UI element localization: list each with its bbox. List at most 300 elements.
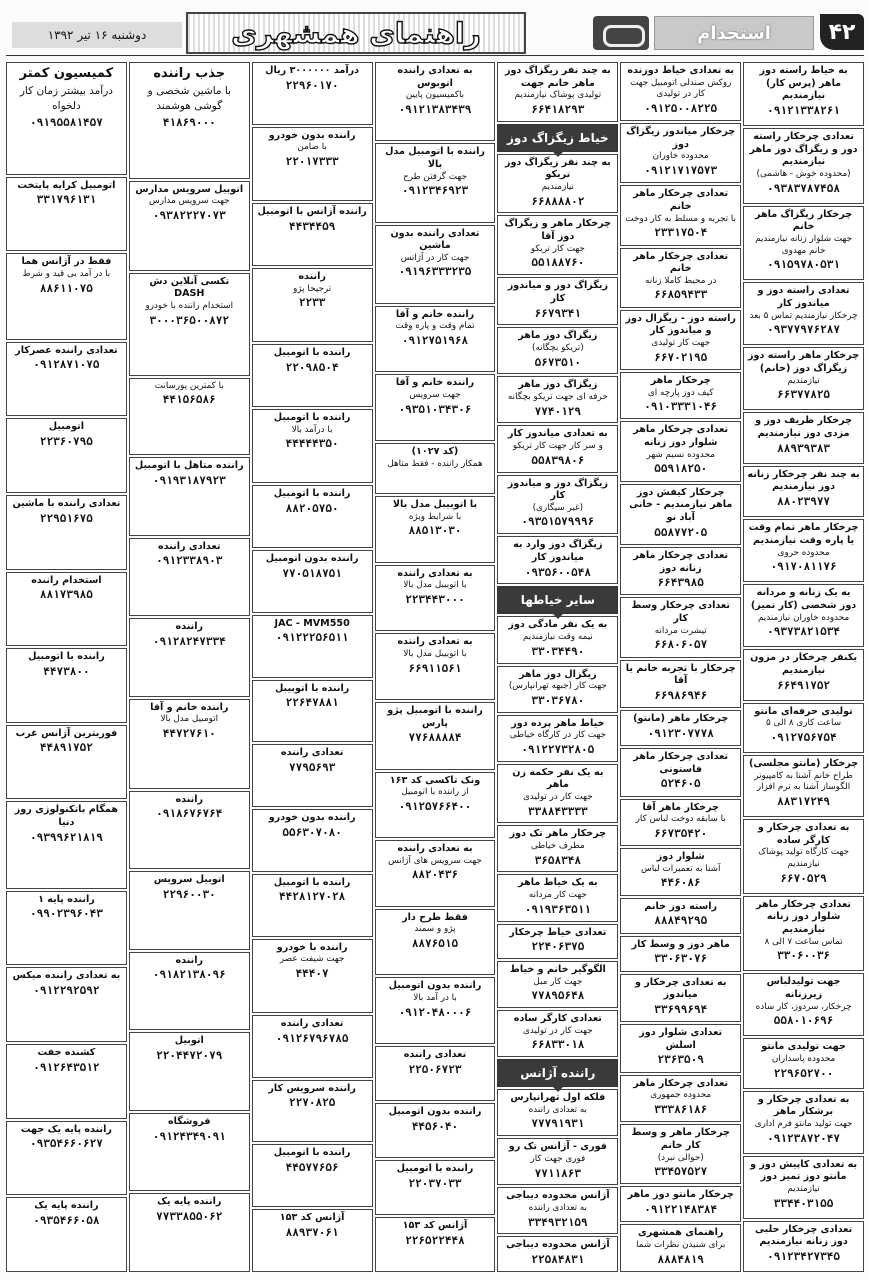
- ad-phone: ۰۹۳۵۴۶۶۰۵۸: [33, 1213, 100, 1227]
- classified-ad: [252, 1080, 373, 1143]
- classified-ad: [129, 699, 250, 789]
- classified-ad: [129, 791, 250, 870]
- ad-body: محدوده خاوران: [652, 151, 709, 162]
- ad-title: راننده با اتومبیل: [28, 651, 105, 663]
- ad-title: راننده: [175, 621, 204, 633]
- classified-ad: [375, 225, 496, 304]
- ad-title: کشنده جفت: [37, 1047, 96, 1058]
- ad-title: تعدادی چرخکار وسط کار: [631, 600, 730, 625]
- category-header: [497, 586, 618, 614]
- ad-phone: ۰۹۱۲۷۵۶۷۵۴: [770, 730, 837, 744]
- classified-ad: [252, 203, 373, 266]
- classified-ad: [743, 282, 864, 345]
- ad-title: فقط در آژانس هما: [21, 256, 112, 268]
- classified-ad: [497, 1138, 618, 1185]
- ad-phone: ۸۸۰۲۳۹۷۷: [777, 495, 831, 509]
- classified-ad: [497, 215, 618, 275]
- classified-ad: [375, 496, 496, 563]
- ad-body: باکمیسیون پایین: [405, 90, 465, 101]
- ad-phone: ۲۲۳۴۴۳۰۰۰: [405, 592, 465, 606]
- ad-phone: ۶۶۷۰۵۲۹: [780, 871, 827, 885]
- ad-title: راننده با اتومبیل: [273, 1147, 351, 1159]
- ad-phone: ۰۹۳۷۷۹۷۶۲۸۷: [767, 323, 840, 337]
- ad-title: چرخکار (مانتو مجلسی): [748, 758, 859, 769]
- ad-body: با ضامن: [297, 142, 327, 153]
- classified-ad: [6, 648, 127, 723]
- page-header: [6, 6, 864, 56]
- ad-phone: ۲۳۳۱۷۵۰۴: [654, 226, 708, 240]
- ad-title: چرخکار ظریف دوز و مزدی دوز نیازمندیم: [755, 415, 853, 440]
- ad-body: چرخکار نیازمندیم تماس ۵ بعد: [749, 310, 858, 321]
- ad-phone: ۳۳۶۹۹۶۹۴: [654, 1002, 708, 1016]
- ad-phone: ۸۸۹۳۹۳۸۳: [777, 441, 831, 455]
- classified-ad: [497, 825, 618, 872]
- ad-column: [6, 62, 127, 1272]
- ad-body: طراح خانم آشنا به کامپیوتر الگوساز آشنا به نرم افزار: [754, 770, 853, 793]
- ad-phone: ۰۹۱۵۹۷۸۰۵۳۱: [767, 258, 840, 272]
- ad-phone: ۰۹۹۰۲۳۹۶۰۴۳: [29, 907, 103, 921]
- ad-body: (محدوده خوش - هاشمی): [756, 169, 851, 180]
- ad-title: (کد ۱۰۲۷): [411, 446, 459, 458]
- classified-ad: [620, 372, 741, 420]
- ad-title: راننده: [175, 793, 204, 805]
- classified-ad: [620, 123, 741, 183]
- ad-body: با شرایط ویژه: [408, 511, 462, 522]
- ad-phone: ۸۸۵۱۳۰۳۰: [408, 524, 462, 538]
- ad-body: جهت شیفت عصر: [279, 954, 345, 965]
- ad-phone: ۶۶۹۸۶۹۴۶: [654, 688, 708, 702]
- ad-title: چرخکار با تجربه خانم یا آقا: [625, 662, 736, 687]
- classified-ad: [129, 181, 250, 271]
- ad-body: به تعدادی راننده: [528, 1104, 588, 1115]
- classified-ad: [252, 874, 373, 937]
- ad-phone: ۳۳۰۳۴۴۹۰: [531, 644, 585, 658]
- ad-title: به تعدادی چرخکار و کارگر ساده: [757, 821, 850, 846]
- ad-title: یکنفر چرخکار در مزون نیازمندیم: [750, 652, 858, 676]
- ad-phone: ۰۹۱۲۲۹۲۵۹۲: [33, 984, 100, 998]
- ad-title: راننده با اتومبیل: [273, 488, 351, 500]
- ad-phone: ۰۹۱۹۳۱۸۷۹۲۳: [152, 473, 226, 487]
- ad-title: الگوگیر خانم و خیاط: [509, 964, 606, 976]
- ad-body: روکش صندلی اتومبیل جهت کار در تولیدی: [630, 77, 732, 100]
- ad-title: تعدادی چرخکار راسته دوز و زیگزاگ دوز ماهر نیازمندیم: [749, 131, 858, 168]
- ad-body: مطرف خیاطی: [530, 841, 585, 852]
- ad-body: جهت گرفتن طرح: [403, 171, 467, 182]
- ad-title: ونک تاکسی کد ۱۶۳: [389, 774, 481, 786]
- ad-title: تعدادی راننده: [158, 540, 221, 552]
- classified-ad: [620, 974, 741, 1023]
- ad-body: (غیر سیگاری): [532, 502, 584, 513]
- ad-phone: ۵۵۶۳۰۷۰۸۰: [282, 825, 342, 839]
- ad-title: تعدادی راننده بدون ماشین: [390, 227, 480, 252]
- classified-ad: [252, 615, 373, 678]
- ad-title: چرخکار ماهر و زیگزاگ دوز آقا: [504, 218, 612, 243]
- ad-title: استخدام راننده: [31, 574, 102, 586]
- ad-body: با اتوبیبل مدل بالا: [403, 580, 467, 591]
- classified-ad: [497, 874, 618, 921]
- ad-body: اتومبیل مدل بالا: [160, 714, 219, 725]
- ad-phone: ۲۲۰۴۴۷۲۰۷۹: [156, 1048, 223, 1062]
- ad-phone: ۳۳۴۹۳۲۱۵۹: [528, 1215, 588, 1229]
- ad-phone: ۰۹۱۲۲۷۳۲۸۰۵: [521, 742, 595, 756]
- classified-ad: [252, 809, 373, 872]
- classified-ad: [375, 374, 496, 441]
- ad-phone: ۲۳۶۳۵۰۹: [657, 1053, 704, 1067]
- ad-phone: ۰۹۱۲۱۳۸۳۴۳۹: [398, 102, 472, 116]
- ad-phone: ۸۸۹۳۷۰۶۱: [285, 1225, 339, 1239]
- ad-phone: ۰۹۱۹۳۶۳۵۱۱: [524, 902, 591, 916]
- ad-title: تعدادی راننده: [280, 747, 344, 759]
- ad-body: جهت کار (جبهه تهرانپارس): [508, 681, 607, 692]
- ad-body: نیازمندیم: [787, 375, 820, 386]
- classified-ad: [497, 475, 618, 535]
- classified-ad: [497, 1089, 618, 1136]
- ad-phone: ۳۳۰۶۳۰۷۶: [654, 952, 708, 966]
- ad-title: JAC - MVM550: [274, 617, 350, 629]
- ad-title: راننده بدون اتومبیل: [265, 553, 359, 565]
- ad-title: راهنمای همشهری: [637, 1227, 724, 1239]
- ad-phone: ۰۹۱۸۲۱۳۸۰۹۶: [152, 968, 226, 982]
- ad-body: ترجیحا پژو: [293, 283, 332, 294]
- ad-body: تمام وقت و پاره وقت: [395, 321, 475, 332]
- ad-phone: ۷۷۸۹۵۶۴۸: [531, 989, 585, 1003]
- ad-phone: ۳۳۰۳۶۷۸۰: [531, 693, 585, 707]
- classified-ad: [6, 1121, 127, 1196]
- classified-ad: [620, 848, 741, 896]
- ad-title: چرخکار ماهر و وسط کار خانم: [631, 1127, 730, 1151]
- ad-phone: ۸۸۲۰۴۳۶: [411, 868, 459, 882]
- ad-phone: ۰۹۱۲۱۳۳۸۲۶۱: [767, 103, 840, 117]
- ad-phone: ۵۵۱۸۸۷۶۰: [531, 256, 585, 270]
- classified-ad: [252, 1015, 373, 1078]
- classified-ad: [620, 597, 741, 657]
- ad-phone: ۳۳۴۴۰۳۱۵۵: [773, 1196, 834, 1210]
- ad-phone: ۷۷۹۵۶۹۳: [288, 760, 336, 774]
- ad-phone: ۴۴۷۳۸۰۰: [43, 664, 90, 678]
- classified-ad: [620, 660, 741, 709]
- ad-title: تعدادی چرخکار ماهر: [633, 1077, 729, 1089]
- ad-phone: ۴۴۴۰۷: [295, 966, 329, 980]
- classified-ad: [129, 1032, 250, 1111]
- ad-body: در محیط کاملا زنانه: [645, 275, 717, 286]
- ad-title: به تعدادی چرخکار و میاندوز: [634, 976, 727, 1001]
- classified-ad: [129, 538, 250, 617]
- ad-phone: ۰۹۱۲۳۴۲۷۳۴۵: [767, 1249, 840, 1263]
- classified-ad: [743, 128, 864, 204]
- classified-ad: [6, 177, 127, 252]
- ad-phone: ۷۷۱۱۸۶۳: [534, 1166, 582, 1180]
- ad-title: خیاط زیگزاگ دوز: [507, 130, 609, 145]
- classified-ad: [252, 550, 373, 613]
- classified-ad: [743, 703, 864, 753]
- classified-ad: [620, 248, 741, 308]
- ad-column: [620, 62, 741, 1272]
- ad-body: با اتوبیبل مدل بالا: [403, 648, 467, 659]
- ad-title: فقط طرح دار: [402, 911, 468, 923]
- ad-phone: ۵۲۴۶۰۵: [660, 777, 701, 791]
- ad-phone: ۸۸۳۱۷۲۴۹: [777, 794, 831, 808]
- ad-body: محدوده نسیم شهر: [646, 449, 715, 460]
- ad-title: به چند نفر زیگزاگ دوز ماهر خانم جهت: [504, 65, 611, 89]
- ad-title: راننده پایه یک: [157, 1196, 222, 1208]
- ad-title: آژانس محدوده دیباجی: [506, 1239, 610, 1251]
- category-header: [497, 1059, 618, 1087]
- ad-title: زیگزاگ دوز وارد به میاندوز کار: [513, 539, 603, 563]
- classified-ad: [375, 143, 496, 222]
- classified-ad: [620, 799, 741, 847]
- ad-body: چرخکار، سردوز، کار ساده: [755, 1001, 852, 1012]
- ad-title: راننده پایه یک جهت: [20, 1123, 112, 1135]
- ad-title: راننده با اتومبیل: [273, 347, 351, 359]
- ad-body: همکار راننده - فقط متاهل: [387, 458, 483, 469]
- ad-phone: ۸۸۱۷۳۹۸۵: [39, 588, 93, 602]
- classified-ad: [497, 376, 618, 423]
- ad-body: پژو و سمند: [414, 924, 456, 935]
- ad-phone: ۸۸۷۶۵۱۵: [411, 937, 459, 951]
- ad-title: زیگزاگ دوز و میاندوز کار: [507, 477, 608, 502]
- classified-ad: [497, 764, 618, 824]
- ad-phone: ۷۷۴۰۱۲۹: [534, 404, 582, 418]
- ad-phone: ۲۲۵۸۴۸۳۱: [531, 1253, 585, 1267]
- ad-body: با سابقه دوخت لباس کار: [635, 814, 726, 825]
- ad-phone: ۵۶۷۳۵۱۰: [534, 355, 582, 369]
- ad-title: راننده بدون خودرو: [268, 812, 356, 824]
- classified-ad: [743, 584, 864, 647]
- ad-phone: ۶۶۴۱۸۲۹۳: [531, 102, 585, 116]
- classified-ad: [497, 924, 618, 959]
- ad-phone: ۴۴۳۴۴۵۹: [288, 219, 336, 233]
- ad-phone: ۴۴۸۹۱۷۵۲: [39, 741, 93, 755]
- ad-phone: ۰۹۱۲۱۷۱۷۵۷۳: [644, 164, 718, 178]
- classified-ad: [129, 952, 250, 1031]
- ad-phone: ۲۲۹۶۵۲۷۰۰: [773, 1066, 834, 1080]
- classified-ad: [252, 62, 373, 125]
- classified-ad: [129, 62, 250, 179]
- ad-title: جهت تولیدی مانتو: [761, 1041, 846, 1053]
- ad-title: به یک نفر مادگی دوز: [508, 619, 608, 631]
- ad-phone: ۰۹۱۲۵۰۰۸۲۲۵: [644, 101, 718, 115]
- ad-phone: ۲۲۹۵۱۶۷۵: [39, 511, 93, 525]
- ad-body: نیازمندیم: [787, 1183, 820, 1194]
- ad-title: راننده با اتومبیل پژو پارس: [387, 704, 483, 729]
- ad-body: با در آمد بی قید و شرط: [22, 268, 111, 279]
- ad-title: تعدادی چرخکار ماهر خانم: [633, 250, 729, 275]
- ad-phone: ۵۵۸۰۱۰۶۹۶: [773, 1014, 834, 1028]
- ad-title: شلوار دوز: [656, 851, 705, 863]
- classified-ad: [6, 891, 127, 966]
- ad-phone: ۰۹۱۸۶۷۶۷۶۴: [156, 807, 223, 821]
- classified-ad: [497, 616, 618, 663]
- ad-title: فوری - آژانس تک رو: [508, 1141, 607, 1153]
- ad-body: نیازمندیم: [541, 182, 575, 193]
- ad-title: آژانس محدوده دیباجی: [506, 1190, 610, 1202]
- classified-ad: [497, 536, 618, 584]
- classified-ad: [620, 310, 741, 370]
- ad-body: جهت کارگاه تولید پوشاک نیازمندیم: [758, 847, 850, 869]
- ad-title: چرخکار ماهر تمام وقت یا پاره وقت نیازمندیم: [748, 522, 859, 546]
- ad-phone: ۷۷۷۹۱۹۳۱: [531, 1117, 585, 1131]
- ad-phone: ۰۹۱۲۲۱۴۸۳۸۴: [644, 1203, 718, 1217]
- classified-ad: [620, 710, 741, 746]
- classified-ad: [375, 443, 496, 494]
- classified-ad: [743, 347, 864, 410]
- ad-body: تولیدی پوشاک نیازمندیم: [514, 90, 602, 101]
- ad-title: تعدادی کارگر ساده: [513, 1013, 602, 1025]
- ad-phone: ۰۹۱۲۷۵۱۹۶۸: [401, 334, 469, 348]
- classified-ad: [497, 666, 618, 713]
- ad-phone: ۲۲۵۰۶۷۲۳: [408, 1062, 462, 1076]
- classified-ad: [743, 973, 864, 1036]
- ad-body: با کمترین پورسانت: [154, 380, 224, 391]
- ad-title: جذب راننده: [153, 66, 226, 81]
- classified-ad: [620, 1186, 741, 1222]
- ad-title: راننده سرویس کار: [268, 1082, 356, 1094]
- ad-phone: ۶۶۸۸۸۸۰۲: [531, 194, 585, 208]
- ad-phone: ۰۹۱۲۵۷۶۶۴۰۰: [398, 799, 472, 813]
- classified-ad: [375, 1160, 496, 1215]
- classified-ad: [497, 1010, 618, 1057]
- ad-body: جهت کار در تولیدی: [523, 1025, 593, 1036]
- classified-ad: [497, 961, 618, 1008]
- classified-ad: [375, 1217, 496, 1272]
- ad-phone: ۵۵۹۱۸۲۵۰: [654, 462, 708, 476]
- ad-phone: ۳۳۱۷۹۶۱۳۱: [36, 193, 97, 207]
- ad-phone: ۲۲۰۳۷۰۳۳: [408, 1176, 462, 1190]
- ad-title: اتوبیل سرویس مدارس: [135, 183, 244, 195]
- ad-title: اتومبیل کرایه پایتخت: [17, 179, 116, 191]
- ad-body: جهت شلوار زنانه نیازمندیم خانم مهدوی: [755, 234, 853, 256]
- classified-ad: [375, 1046, 496, 1101]
- ad-phone: ۰۹۱۲۰۴۸۰۰۰۶: [398, 1005, 472, 1019]
- ad-title: اتومبیل: [48, 421, 85, 433]
- ad-phone: ۴۱۸۶۹۰۰۰: [162, 116, 216, 130]
- classified-ad: [497, 277, 618, 325]
- ad-phone: ۴۴۵۷۷۶۵۶: [285, 1161, 339, 1175]
- classified-ad: [375, 1103, 496, 1158]
- ad-title: چرخکار ماهر (مانتو): [633, 713, 729, 725]
- classified-ad: [6, 495, 127, 570]
- ad-title: آژانس کد ۱۵۳: [402, 1220, 468, 1232]
- classified-ad: [620, 1024, 741, 1073]
- ad-body: آشنا به تعمیرات لباس: [640, 863, 721, 874]
- ad-phone: ۶۶۴۳۹۸۵: [657, 576, 704, 590]
- classified-ad: [743, 649, 864, 700]
- ad-title: به یک خیاط ماهر: [518, 877, 598, 889]
- ad-phone: ۶۶۸۵۹۴۳۳: [654, 288, 708, 302]
- ad-phone: ۷۷۰۵۱۸۷۵۱: [282, 566, 342, 580]
- classified-ad: [6, 253, 127, 339]
- ad-title: راننده با اتومبیل: [396, 1163, 474, 1175]
- ad-title: به یک زنانه و مردانه دوز شخصی (کار تمیز): [750, 587, 857, 611]
- classified-ad: [6, 572, 127, 647]
- ad-body: جهت کار در کارگاه خیاطی: [509, 730, 606, 741]
- ad-title: راننده پایه ۱: [38, 893, 95, 905]
- ad-body: با تجربه و مسلط به کار دوخت: [625, 213, 737, 224]
- ad-phone: ۳۳۳۸۶۱۸۶: [654, 1103, 708, 1117]
- classified-ad: [252, 485, 373, 548]
- ad-body: جهت کار تولیدی: [651, 338, 711, 349]
- ad-phone: ۲۲۳۳: [298, 296, 326, 310]
- ad-phone: ۰۹۱۰۳۳۳۱۰۴۶: [644, 400, 718, 414]
- ad-phone: ۰۹۱۲۶۷۹۶۷۸۵: [275, 1031, 349, 1045]
- classified-ad: [620, 898, 741, 934]
- ad-title: تعدادی چرخکار ماهر فاستونی: [633, 751, 729, 775]
- ad-phone: ۲۲۴۰۶۳۷۵: [531, 940, 585, 954]
- ad-phone: ۰۹۳۵۶۰۰۵۴۸: [524, 565, 591, 579]
- classified-ad: [497, 1187, 618, 1234]
- classified-ad: [129, 378, 250, 455]
- ad-body: استخدام راننده با خودرو: [145, 301, 234, 312]
- classified-ad: [252, 127, 373, 201]
- classified-ad: [375, 306, 496, 373]
- ad-phone: ۶۶۸۰۶۰۵۷: [654, 638, 708, 652]
- ad-title: به چند نفر زیگزاگ دوز تریکو: [504, 156, 611, 181]
- classified-ad: [6, 801, 127, 888]
- ad-body: از راننده با اتومبیل: [401, 787, 469, 798]
- classified-ad: [129, 618, 250, 697]
- ad-title: راننده با اتومبیل: [273, 411, 351, 423]
- ad-title: چرخکار ماهر: [650, 374, 711, 386]
- ad-phone: ۲۲۶۴۷۸۸۱: [285, 696, 339, 710]
- ad-body: به تعدادی راننده: [528, 1202, 588, 1213]
- ad-title: راننده آژانس: [520, 1066, 596, 1081]
- classified-ad: [129, 871, 250, 950]
- ad-phone: ۶۶۳۷۷۸۲۵: [777, 388, 831, 402]
- ad-phone: ۳۳۸۸۴۳۳۳۳: [528, 804, 588, 818]
- classified-ad: [252, 1144, 373, 1207]
- ad-body: با ماشین شخصی و گوشی هوشمند: [147, 84, 231, 113]
- ad-body: جهت کار مبل: [533, 976, 583, 987]
- classified-ad: [252, 939, 373, 1013]
- ad-body: محدوده حروی: [777, 547, 830, 558]
- ad-phone: ۸۸۶۱۱۰۷۵: [39, 281, 93, 295]
- classified-ad: [743, 819, 864, 894]
- ad-title: اتوبیل: [174, 1035, 204, 1047]
- ad-body: فوری جهت کار: [530, 1153, 586, 1164]
- ad-body: با در آمد بالا: [413, 993, 457, 1004]
- ad-phone: ۳۳۰۶۰۰۳۶: [777, 949, 831, 963]
- classified-ad: [743, 1221, 864, 1272]
- ad-title: راننده بدون اتومبیل: [388, 1106, 482, 1118]
- classified-ad: [743, 206, 864, 281]
- ad-body: جهت کار تریکو: [530, 243, 585, 254]
- ad-phone: ۰۹۱۲۳۸۷۲۰۴۷: [767, 1131, 840, 1145]
- ad-phone: ۰۹۳۷۳۸۲۱۵۳۴: [767, 625, 840, 639]
- ad-title: تعدادی چرخکار ماهر زنانه دوز: [633, 549, 729, 574]
- classified-ad: [252, 1209, 373, 1272]
- ad-phone: ۲۲۰۱۷۳۳۳: [285, 155, 339, 169]
- ad-title: تعدادی راننده با ماشین: [12, 497, 121, 509]
- ad-title: سایر خیاطها: [520, 593, 595, 608]
- classified-ad: [6, 62, 127, 175]
- ad-title: راننده با اتومبیل مدل بالا: [385, 146, 485, 170]
- ad-title: کمیسیون کمتر: [19, 66, 114, 81]
- ad-title: زیگزاگ دوز ماهر: [518, 330, 598, 342]
- issue-date: دوشنبه ۱۶ تیر ۱۳۹۲: [12, 22, 182, 48]
- ad-title: به یک نفر حکمه زن ماهر: [512, 766, 604, 791]
- ad-title: راسته دوز خانم: [644, 900, 718, 912]
- ad-title: فلکه اول تهرانپارس: [510, 1092, 606, 1104]
- classified-ad: [252, 268, 373, 342]
- classified-ad: [620, 484, 741, 545]
- classified-ad: [129, 273, 250, 376]
- ad-phone: ۶۶۷۹۳۴۱: [534, 306, 582, 320]
- ad-phone: ۶۶۹۱۱۵۶۱: [408, 661, 462, 675]
- ad-title: چرخکار کیفش دوز ماهر نیازمندیم - خانی آباد نو: [629, 486, 733, 523]
- ad-column: [375, 62, 496, 1272]
- classified-ad: [497, 1236, 618, 1271]
- ad-phone: ۲۲۳۶۰۷۹۵: [39, 434, 93, 448]
